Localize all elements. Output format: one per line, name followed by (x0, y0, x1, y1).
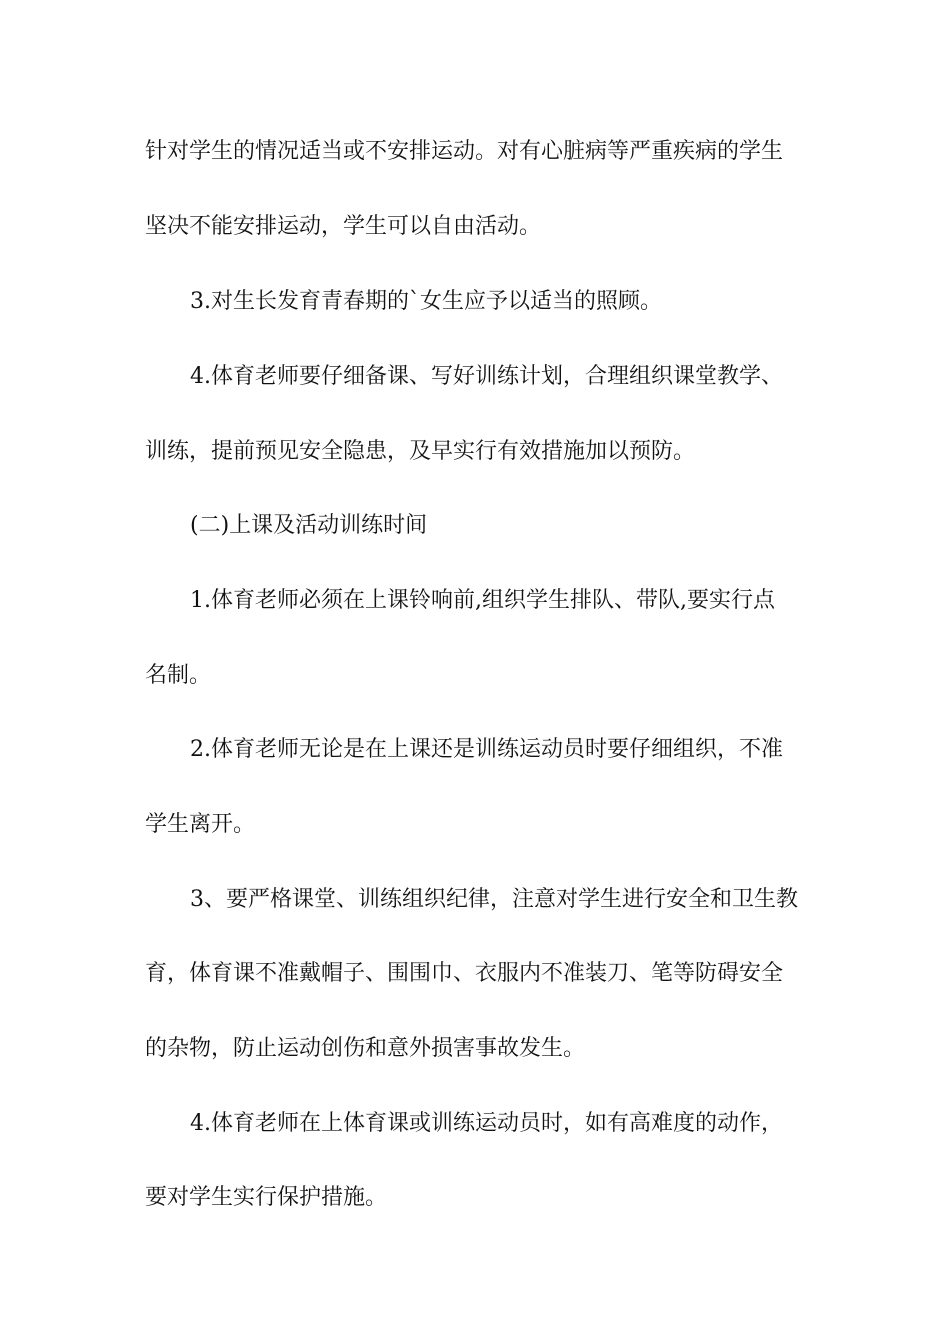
paragraph-line: 针对学生的情况适当或不安排运动。对有心脏病等严重疾病的学生 (145, 139, 784, 164)
paragraph-line: 4.体育老师要仔细备课、写好训练计划，合理组织课堂教学、 (190, 364, 783, 389)
section-heading: (二)上课及活动训练时间 (190, 513, 428, 538)
paragraph-line: 坚决不能安排运动，学生可以自由活动。 (145, 214, 542, 239)
paragraph-line: 名制。 (145, 663, 212, 688)
paragraph-line: 的杂物，防止运动创伤和意外损害事故发生。 (145, 1036, 586, 1061)
paragraph-line: 3.对生长发育青春期的`女生应予以适当的照顾。 (190, 289, 662, 314)
paragraph-line: 训练，提前预见安全隐患，及早实行有效措施加以预防。 (145, 439, 696, 464)
paragraph-line: 要对学生实行保护措施。 (145, 1185, 388, 1210)
paragraph-line: 3、要严格课堂、训练组织纪律，注意对学生进行安全和卫生教 (190, 887, 798, 912)
paragraph-line: 学生离开。 (145, 812, 256, 837)
paragraph-line: 4.体育老师在上体育课或训练运动员时，如有高难度的动作， (190, 1111, 783, 1136)
paragraph-line: 育，体育课不准戴帽子、围围巾、衣服内不准装刀、笔等防碍安全 (145, 961, 784, 986)
paragraph-line: 1.体育老师必须在上课铃响前,组织学生排队、带队,要实行点 (190, 588, 775, 613)
paragraph-line: 2.体育老师无论是在上课还是训练运动员时要仔细组织，不准 (190, 737, 783, 762)
